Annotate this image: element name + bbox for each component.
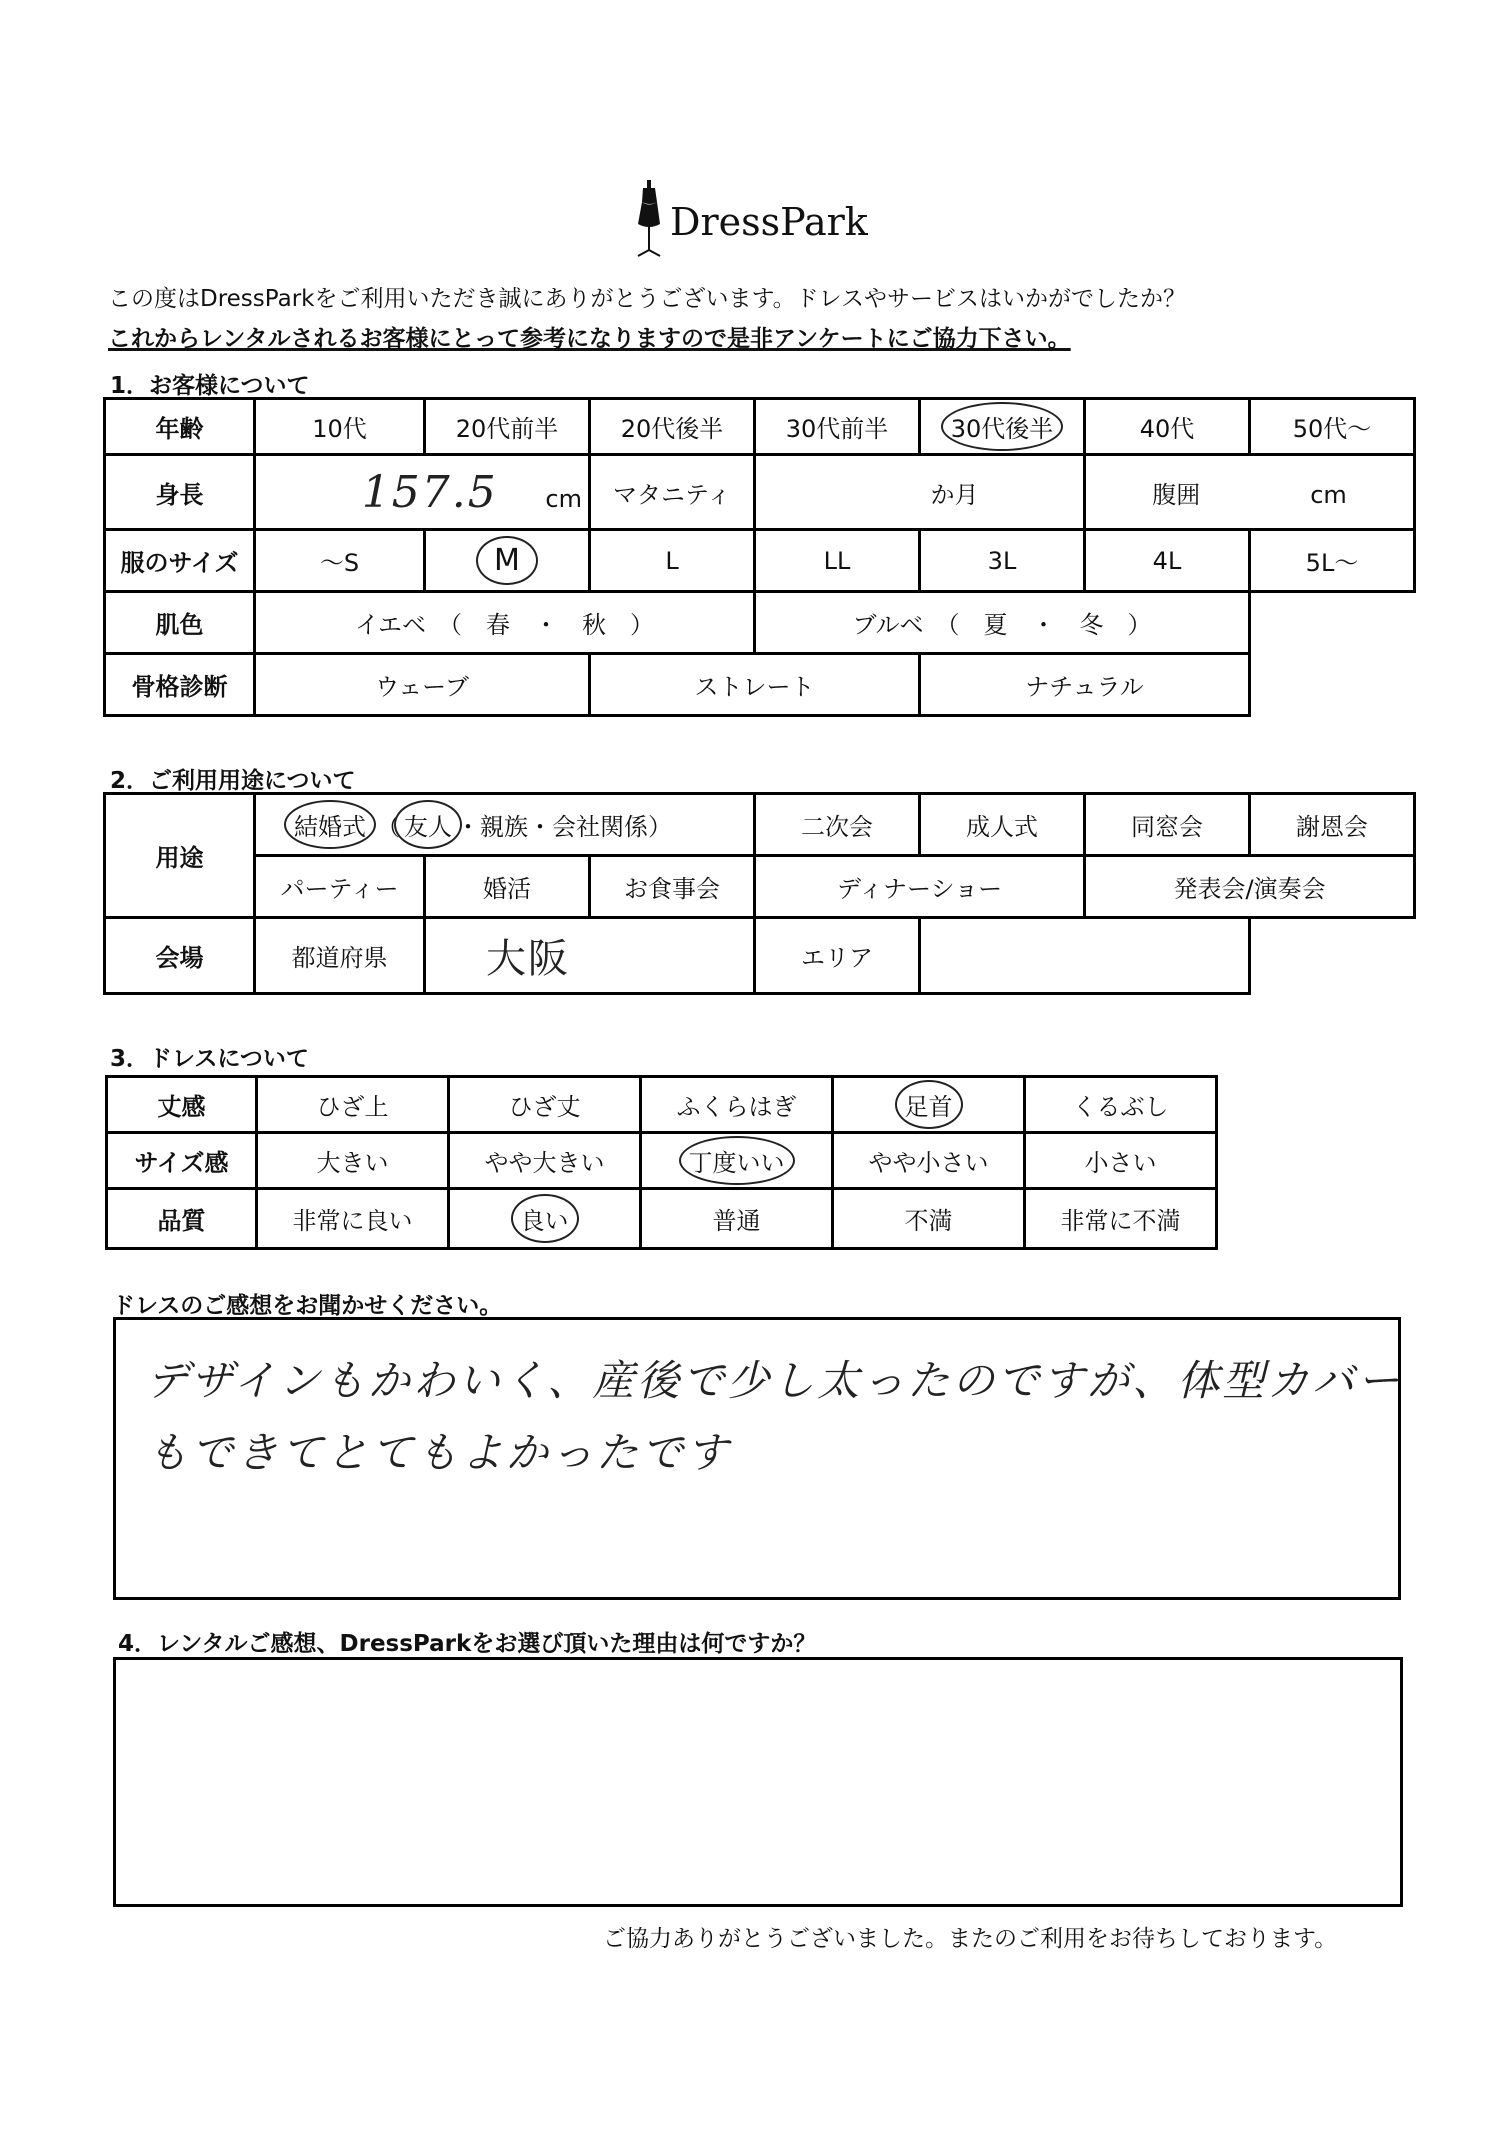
frame-option[interactable]: ウェーブ: [255, 654, 590, 716]
length-label: 丈感: [107, 1077, 257, 1133]
season-summer[interactable]: 夏: [983, 611, 1008, 639]
age-row: [105, 399, 1415, 455]
waist-field[interactable]: [1085, 455, 1415, 530]
size-option[interactable]: 3L: [920, 530, 1085, 592]
paren-close: ）: [630, 611, 655, 639]
fit-option[interactable]: やや大きい: [449, 1133, 641, 1189]
purpose-row-2: [105, 856, 1415, 918]
age-option[interactable]: 40代: [1085, 399, 1250, 455]
frame-row: [105, 654, 1415, 716]
quality-option[interactable]: 不満: [833, 1189, 1025, 1249]
impression-line-1: デザインもかわいく、産後で少し太ったのですが、体型カバー: [146, 1356, 1403, 1405]
maternity-field[interactable]: [755, 455, 1085, 530]
usage-table: [103, 792, 1416, 995]
selection-circle: 結婚式: [294, 807, 366, 842]
maternity-label: マタニティ: [590, 455, 755, 530]
fit-row: [107, 1133, 1217, 1189]
quality-option[interactable]: 非常に良い: [257, 1189, 449, 1249]
size-option-selected[interactable]: [425, 530, 590, 592]
quality-row: [107, 1189, 1217, 1249]
fit-option-selected[interactable]: [641, 1133, 833, 1189]
skin-yellow-option[interactable]: [255, 592, 755, 654]
dress-form-icon: [632, 180, 666, 264]
size-option[interactable]: 5L～: [1250, 530, 1415, 592]
quality-option[interactable]: 非常に不満: [1025, 1189, 1217, 1249]
season-winter[interactable]: 冬: [1079, 611, 1104, 639]
dress-table: [105, 1075, 1218, 1250]
age-option[interactable]: 10代: [255, 399, 425, 455]
age-option-selected[interactable]: [920, 399, 1085, 455]
purpose-option[interactable]: ディナーショー: [755, 856, 1085, 918]
frame-label: 骨格診断: [105, 654, 255, 716]
quality-label: 品質: [107, 1189, 257, 1249]
age-option[interactable]: 20代後半: [590, 399, 755, 455]
selection-circle: 足首: [905, 1087, 953, 1122]
size-option[interactable]: L: [590, 530, 755, 592]
height-label: 身長: [105, 455, 255, 530]
fit-label: サイズ感: [107, 1133, 257, 1189]
section-2-title: 2．ご利用用途について: [110, 768, 356, 794]
maternity-unit: か月: [930, 480, 979, 509]
purpose-option[interactable]: 成人式: [920, 794, 1085, 856]
prefecture-label: 都道府県: [255, 918, 425, 994]
height-unit: cm: [545, 484, 582, 513]
paren-open: （: [376, 813, 400, 841]
quality-option-selected[interactable]: [449, 1189, 641, 1249]
height-field[interactable]: [255, 455, 590, 530]
age-option[interactable]: 50代～: [1250, 399, 1415, 455]
waist-unit: cm: [1310, 480, 1347, 509]
area-field[interactable]: [920, 918, 1250, 994]
skin-yellow-name: イエベ: [354, 611, 427, 639]
purpose-option[interactable]: 婚活: [425, 856, 590, 918]
age-option[interactable]: 30代前半: [755, 399, 920, 455]
skin-label: 肌色: [105, 592, 255, 654]
skin-blue-option[interactable]: [755, 592, 1250, 654]
length-option[interactable]: くるぶし: [1025, 1077, 1217, 1133]
skin-row: [105, 592, 1415, 654]
venue-label: 会場: [105, 918, 255, 994]
selection-circle: 良い: [521, 1201, 569, 1236]
length-option[interactable]: ふくらはぎ: [641, 1077, 833, 1133]
area-label: エリア: [755, 918, 920, 994]
length-option[interactable]: ひざ丈: [449, 1077, 641, 1133]
purpose-option[interactable]: 同窓会: [1085, 794, 1250, 856]
selection-circle: 30代後半: [951, 409, 1054, 444]
dot-separator: ・: [1031, 611, 1056, 639]
length-row: [107, 1077, 1217, 1133]
length-option[interactable]: ひざ上: [257, 1077, 449, 1133]
size-option[interactable]: ～S: [255, 530, 425, 592]
frame-option[interactable]: ストレート: [590, 654, 920, 716]
season-spring[interactable]: 春: [486, 611, 511, 639]
length-option-selected[interactable]: [833, 1077, 1025, 1133]
fit-option[interactable]: やや小さい: [833, 1133, 1025, 1189]
impression-line-2: もできてとてもよかったです: [146, 1428, 732, 1477]
selection-circle: 友人: [404, 807, 452, 842]
selection-circle: 丁度いい: [689, 1143, 785, 1178]
intro-line-1: この度はDressParkをご利用いただき誠にありがとうございます。ドレスやサービスはいかがでしたか？: [108, 286, 1186, 312]
paren-close: ）: [648, 813, 672, 841]
purpose-option[interactable]: 発表会/演奏会: [1085, 856, 1415, 918]
dot-separator: ・: [534, 611, 559, 639]
waist-label: 腹囲: [1152, 480, 1201, 509]
reason-textarea[interactable]: [113, 1657, 1403, 1907]
purpose-option[interactable]: パーティー: [255, 856, 425, 918]
size-label: 服のサイズ: [105, 530, 255, 592]
age-option[interactable]: 20代前半: [425, 399, 590, 455]
section-3-title: 3．ドレスについて: [110, 1046, 309, 1072]
purpose-label: 用途: [105, 794, 255, 918]
purpose-option[interactable]: 謝恩会: [1250, 794, 1415, 856]
paren-close: ）: [1127, 611, 1152, 639]
fit-option[interactable]: 小さい: [1025, 1133, 1217, 1189]
size-option[interactable]: 4L: [1085, 530, 1250, 592]
purpose-option[interactable]: 二次会: [755, 794, 920, 856]
paren-open: （: [947, 611, 960, 639]
paren-open: （: [450, 611, 463, 639]
prefecture-value: 大阪: [486, 936, 570, 982]
impression-textarea[interactable]: [113, 1317, 1401, 1600]
season-autumn[interactable]: 秋: [582, 611, 607, 639]
customer-table: [103, 397, 1416, 717]
footer-thanks: ご協力ありがとうございました。またのご利用をお待ちしております。: [603, 1926, 1338, 1952]
impression-prompt: ドレスのご感想をお聞かせください。: [112, 1293, 503, 1319]
skin-blue-name: ブルベ: [852, 611, 924, 639]
intro-line-2: これからレンタルされるお客様にとって参考になりますので是非アンケートにご協力下さい。: [108, 326, 1071, 352]
size-option[interactable]: LL: [755, 530, 920, 592]
purpose-option[interactable]: お食事会: [590, 856, 755, 918]
age-label: 年齢: [105, 399, 255, 455]
brand-name: DressPark: [670, 200, 868, 244]
purpose-row-1: [105, 794, 1415, 856]
prefecture-field[interactable]: [425, 918, 755, 994]
section-4-title: 4．レンタルご感想、DressParkをお選び頂いた理由は何ですか？: [118, 1631, 817, 1657]
selection-circle: M: [486, 543, 528, 578]
height-row: [105, 455, 1415, 530]
fit-option[interactable]: 大きい: [257, 1133, 449, 1189]
wedding-relations: ・親族・会社関係: [456, 813, 648, 841]
height-value: 157.5: [361, 466, 498, 518]
size-row: [105, 530, 1415, 592]
venue-row: [105, 918, 1415, 994]
frame-option[interactable]: ナチュラル: [920, 654, 1250, 716]
section-1-title: 1．お客様について: [110, 373, 310, 399]
wedding-option[interactable]: [255, 794, 755, 856]
quality-option[interactable]: 普通: [641, 1189, 833, 1249]
